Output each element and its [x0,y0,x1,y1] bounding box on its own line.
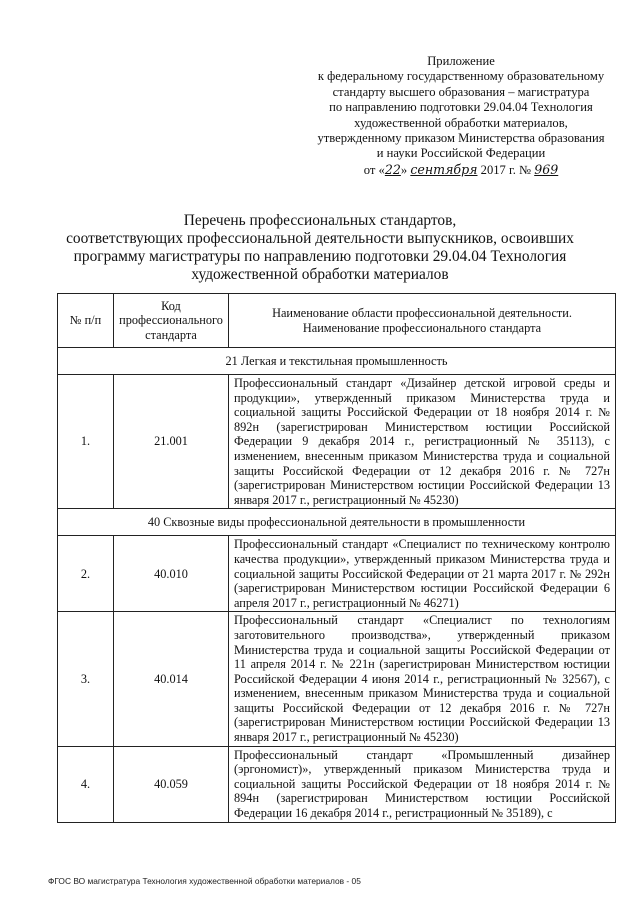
row-code: 40.010 [114,536,229,612]
table-row [58,746,616,822]
appendix-line: по направлению подготовки 29.04.04 Технология [329,100,593,115]
title-line: соответствующих профессиональной деятельности выпускников, освоивших [66,230,574,247]
row-num: 3. [58,612,114,746]
row-code: 21.001 [114,375,229,509]
appendix-line: к федеральному государственному образовательному [317,69,605,84]
row-num: 2. [58,536,114,612]
appendix-block [305,54,617,178]
table-row [58,375,616,509]
title-line: программу магистратуры по направлению подготовки 29.04.04 Технология [73,248,567,265]
date-month: сентября [410,161,478,177]
appendix-line: Приложение [427,54,495,68]
row-code: 40.014 [114,612,229,746]
row-code: 40.059 [114,746,229,822]
appendix-line: стандарту высшего образования – магистратура [332,84,590,99]
date-prefix: от « [363,162,385,177]
section-title: 40 Сквозные виды профессиональной деятельности в промышленности [58,509,616,536]
date-mid: » [400,162,411,177]
header-name: Наименование области профессиональной деятельности. Наименование профессионального стандарта [229,294,616,348]
header-num: № п/п [58,294,114,348]
row-desc: Профессиональный стандарт «Промышленный дизайнер (эргономист)», утвержденный приказом Министерства труда и социальной защиты Российской Федерации от 18 ноября 2014 г. № 894н (зарегистрирован Министерством юстиции Российской Федерации 16 декабря 2014 г., регистрационный № 35189), с [229,746,616,822]
title-line: художественной обработки материалов [191,266,449,283]
standards-table [57,293,616,823]
date-suffix: 2017 г. № [477,162,535,177]
row-num: 1. [58,375,114,509]
date-day: 22 [384,161,401,177]
order-number: 969 [534,161,559,177]
appendix-line: утвержденному приказом Министерства образования [317,131,605,146]
row-desc: Профессиональный стандарт «Специалист по техническому контролю качества продукции», утвержденный приказом Министерства труда и социальной защиты Российской Федерации от 21 марта 2017 г. № 292н (зарегистрирован Министерством юстиции Российской Федерации 6 апреля 2017 г., регистрационный № 46271) [229,536,616,612]
section-row [58,348,616,375]
table-row [58,612,616,746]
section-row [58,509,616,536]
page-footer: ФГОС ВО магистратура Технология художественной обработки материалов - 05 [48,876,361,886]
header-code: Код профессионального стандарта [114,294,229,348]
row-num: 4. [58,746,114,822]
appendix-date-line [305,162,617,178]
row-desc: Профессиональный стандарт «Специалист по технологиям заготовительного производства», утвержденный приказом Министерства труда и социальной защиты Российской Федерации от 11 апреля 2014 г. № 221н (зарегистрирован Министерством юстиции Российской Федерации 4 июня 2014 г., регистрационный № 32567), с изменением, внесенным приказом Министерства труда и социальной защиты Российской Федерации от 12 декабря 2016 г. № 727н (зарегистрирован Министерством юстиции Российской Федерации 13 января 2017 г., регистрационный № 45230) [229,612,616,746]
row-desc: Профессиональный стандарт «Дизайнер детской игровой среды и продукции», утвержденный приказом Министерства труда и социальной защиты Российской Федерации от 18 ноября 2014 г. № 892н (зарегистрирован Министерством юстиции Российской Федерации 9 декабря 2014 г., регистрационный № 35113), с изменением, внесенным приказом Министерства труда и социальной защиты Российской Федерации от 12 декабря 2016 г. № 727н (зарегистрирован Министерством юстиции Российской Федерации 13 января 2017 г., регистрационный № 45230) [229,375,616,509]
section-title: 21 Легкая и текстильная промышленность [58,348,616,375]
appendix-line: и науки Российской Федерации [376,146,546,161]
title-line: Перечень профессиональных стандартов, [183,212,457,229]
appendix-line: художественной обработки материалов, [354,115,568,130]
table-row [58,536,616,612]
table-header-row [58,294,616,348]
document-title [60,212,580,284]
